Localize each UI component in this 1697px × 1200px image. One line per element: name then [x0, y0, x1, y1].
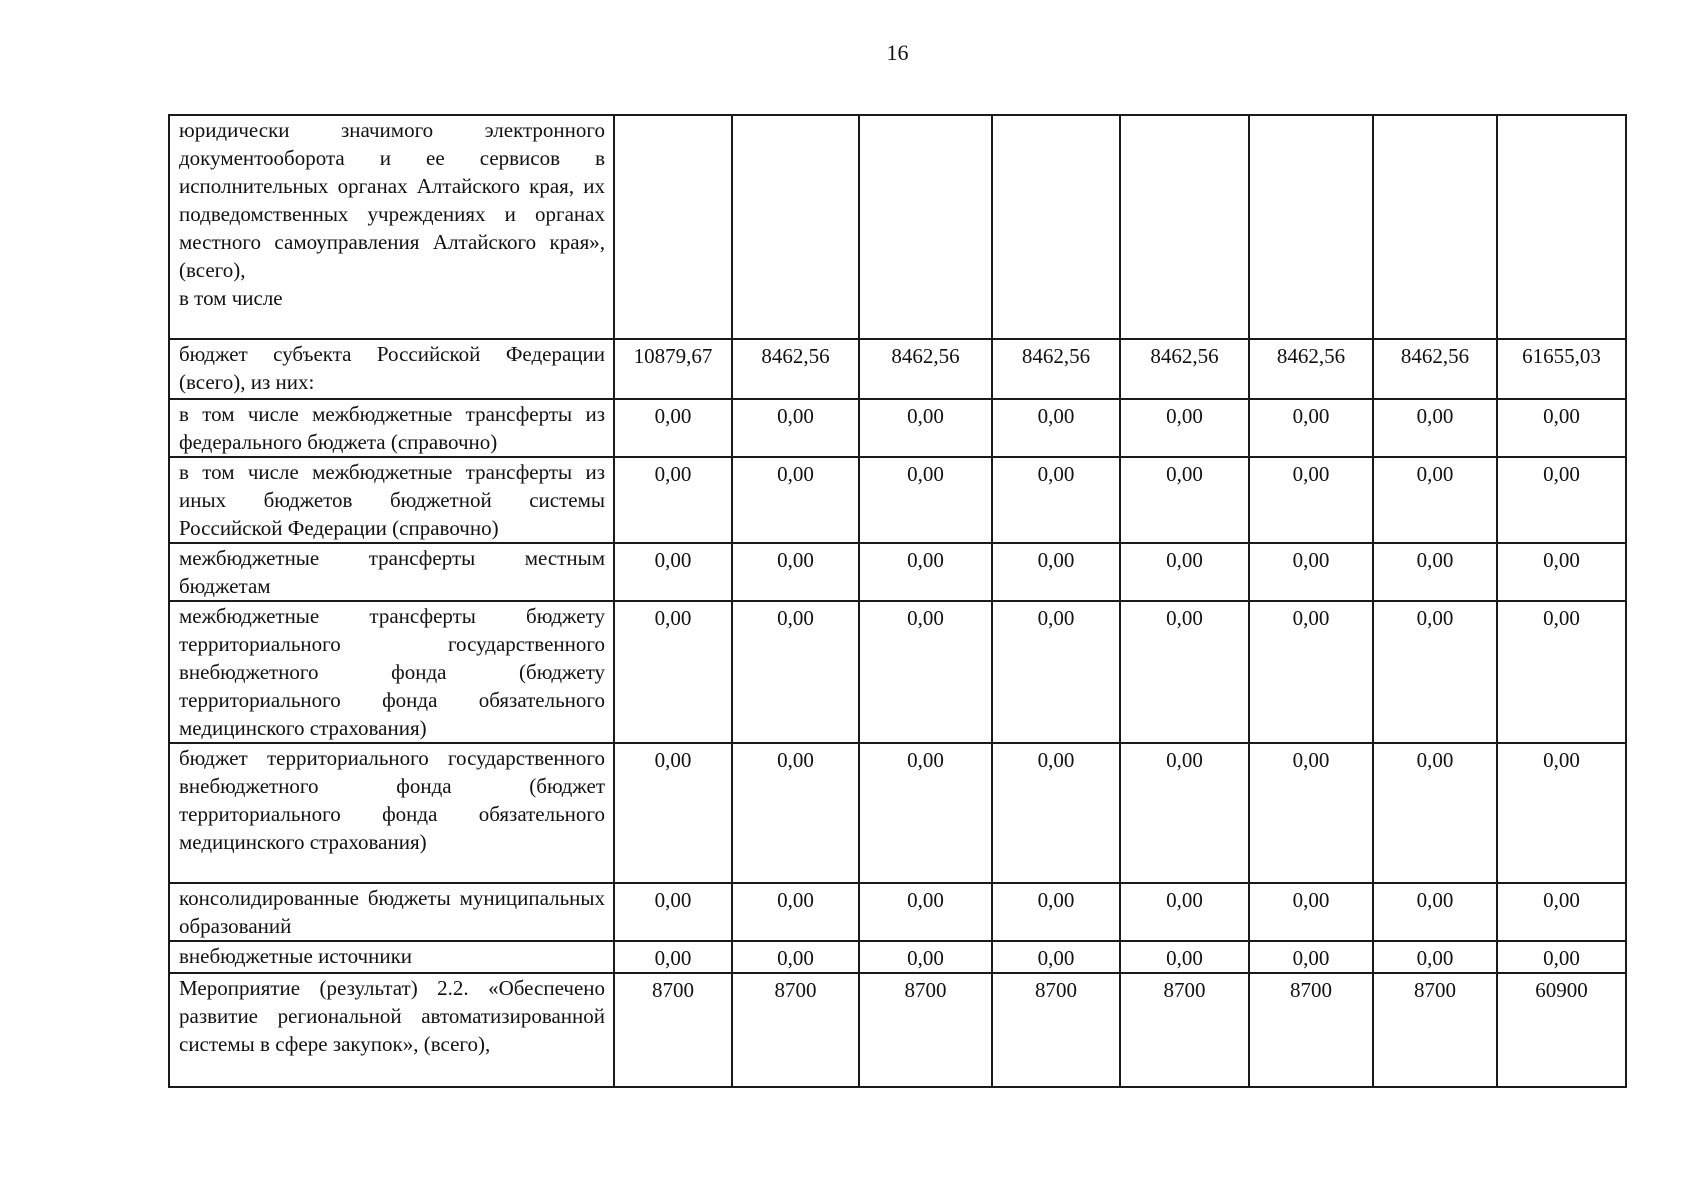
cell-value: 8700 [1414, 978, 1456, 1002]
value-cell [732, 339, 859, 399]
row-label: в том числе межбюджетные трансферты из иных бюджетов бюджетной системы Российской Федерации (справочно) [179, 460, 605, 540]
value-cell [1373, 543, 1497, 601]
cell-value: 0,00 [1292, 462, 1330, 486]
value-cell [1249, 743, 1373, 883]
row-label: в том числе [179, 286, 283, 310]
cell-value: 0,00 [1166, 606, 1203, 630]
cell-value: 0,00 [1543, 606, 1580, 630]
value-cell [614, 973, 732, 1087]
cell-value: 0,00 [1543, 548, 1580, 572]
value-cell [992, 743, 1120, 883]
cell-value: 0,00 [1292, 888, 1330, 912]
table-row [169, 973, 1626, 1087]
cell-value: 8462,56 [1150, 344, 1219, 368]
cell-value: 0,00 [777, 748, 814, 772]
cell-value: 0,00 [1166, 888, 1203, 912]
cell-value: 8462,56 [761, 344, 830, 368]
value-cell [859, 543, 992, 601]
budget-table-body [169, 115, 1626, 1087]
value-cell [614, 457, 732, 543]
row-label: бюджет субъекта Российской Федерации (всего), из них: [179, 342, 605, 394]
value-cell [1120, 973, 1249, 1087]
value-cell [859, 339, 992, 399]
value-cell [1249, 399, 1373, 457]
cell-value: 0,00 [1292, 946, 1330, 970]
cell-value: 0,00 [907, 748, 944, 772]
cell-value: 8700 [1163, 978, 1206, 1002]
cell-value: 8462,56 [1400, 344, 1470, 368]
cell-value: 0,00 [1543, 404, 1580, 428]
cell-value: 0,00 [907, 888, 944, 912]
cell-value: 0,00 [1166, 462, 1203, 486]
value-cell [1249, 601, 1373, 743]
value-cell [992, 601, 1120, 743]
row-label: внебюджетные источники [179, 944, 413, 968]
row-label: юридически значимого электронного документооборота и ее сервисов в исполнительных органах Алтайского края, их подведомственных учреждениях и органах местного самоуправления Алтайского края», (всего), [179, 118, 605, 282]
table-row [169, 115, 1626, 339]
cell-value: 0,00 [1037, 462, 1075, 486]
value-cell [859, 973, 992, 1087]
row-label-cell [169, 883, 614, 941]
cell-value: 0,00 [907, 462, 944, 486]
value-cell [1249, 973, 1373, 1087]
value-cell [1249, 457, 1373, 543]
cell-value: 0,00 [1416, 606, 1454, 630]
value-cell [1249, 543, 1373, 601]
row-label: межбюджетные трансферты бюджету территориального государственного внебюджетного фонда (бюджету территориального фонда обязательного медицинского страхования) [179, 604, 605, 740]
cell-value: 0,00 [1416, 748, 1454, 772]
value-cell [1373, 339, 1497, 399]
value-cell [1497, 973, 1626, 1087]
row-label-cell [169, 601, 614, 743]
value-cell [1497, 883, 1626, 941]
row-label-cell [169, 973, 614, 1087]
cell-value: 8462,56 [1276, 344, 1346, 368]
value-cell [1120, 399, 1249, 457]
cell-value: 60900 [1535, 978, 1588, 1002]
cell-value: 0,00 [777, 606, 814, 630]
value-cell [1497, 941, 1626, 973]
row-label-cell [169, 543, 614, 601]
cell-value: 61655,03 [1522, 344, 1601, 368]
value-cell [1120, 457, 1249, 543]
value-cell [992, 339, 1120, 399]
value-cell [1249, 115, 1373, 339]
value-cell [1497, 543, 1626, 601]
value-cell [732, 115, 859, 339]
value-cell [1120, 543, 1249, 601]
cell-value: 0,00 [1037, 404, 1075, 428]
value-cell [732, 941, 859, 973]
table-row [169, 883, 1626, 941]
budget-table [168, 114, 1627, 1088]
cell-value: 0,00 [654, 748, 692, 772]
cell-value: 0,00 [1416, 548, 1454, 572]
value-cell [1373, 883, 1497, 941]
cell-value: 0,00 [1166, 946, 1203, 970]
cell-value: 0,00 [1543, 748, 1580, 772]
row-label: бюджет территориального государственного внебюджетного фонда (бюджет территориального фонда обязательного медицинского страхования) [179, 746, 605, 854]
cell-value: 0,00 [1543, 462, 1580, 486]
value-cell [992, 457, 1120, 543]
table-row [169, 399, 1626, 457]
cell-value: 10879,67 [633, 344, 713, 368]
value-cell [992, 941, 1120, 973]
cell-value: 0,00 [654, 404, 692, 428]
value-cell [992, 973, 1120, 1087]
value-cell [992, 399, 1120, 457]
cell-value: 0,00 [1166, 748, 1203, 772]
cell-value: 0,00 [777, 548, 814, 572]
value-cell [1249, 883, 1373, 941]
value-cell [859, 883, 992, 941]
cell-value: 8700 [1290, 978, 1332, 1002]
cell-value: 8700 [904, 978, 947, 1002]
cell-value: 0,00 [1416, 404, 1454, 428]
cell-value: 0,00 [907, 548, 944, 572]
value-cell [1373, 457, 1497, 543]
value-cell [1120, 883, 1249, 941]
value-cell [1497, 399, 1626, 457]
table-row [169, 543, 1626, 601]
row-label-cell [169, 339, 614, 399]
row-label-cell [169, 941, 614, 973]
cell-value: 0,00 [1543, 946, 1580, 970]
page-number: 16 [886, 40, 909, 65]
value-cell [1120, 115, 1249, 339]
value-cell [614, 339, 732, 399]
table-row [169, 941, 1626, 973]
row-label: в том числе межбюджетные трансферты из федерального бюджета (справочно) [179, 402, 605, 454]
cell-value: 0,00 [1037, 946, 1075, 970]
row-label: Мероприятие (результат) 2.2. «Обеспечено развитие региональной автоматизированной системы в сфере закупок», (всего), [179, 976, 605, 1056]
cell-value: 0,00 [777, 462, 814, 486]
value-cell [1120, 339, 1249, 399]
value-cell [614, 601, 732, 743]
cell-value: 0,00 [654, 606, 692, 630]
value-cell [1497, 339, 1626, 399]
value-cell [859, 941, 992, 973]
cell-value: 8462,56 [1021, 344, 1091, 368]
value-cell [859, 115, 992, 339]
cell-value: 0,00 [654, 548, 692, 572]
row-label: межбюджетные трансферты местным бюджетам [179, 546, 605, 598]
value-cell [614, 115, 732, 339]
value-cell [732, 457, 859, 543]
cell-value: 0,00 [1166, 548, 1203, 572]
row-label-cell [169, 457, 614, 543]
value-cell [1120, 941, 1249, 973]
cell-value: 0,00 [654, 888, 692, 912]
cell-value: 0,00 [907, 404, 944, 428]
value-cell [992, 115, 1120, 339]
cell-value: 8700 [1035, 978, 1077, 1002]
value-cell [1497, 601, 1626, 743]
cell-value: 0,00 [1292, 748, 1330, 772]
value-cell [1497, 743, 1626, 883]
row-label-cell [169, 115, 614, 339]
cell-value: 0,00 [907, 946, 944, 970]
cell-value: 0,00 [1292, 606, 1330, 630]
cell-value: 0,00 [777, 888, 814, 912]
value-cell [992, 543, 1120, 601]
cell-value: 0,00 [1037, 888, 1075, 912]
cell-value: 0,00 [1037, 548, 1075, 572]
value-cell [1497, 115, 1626, 339]
cell-value: 0,00 [1037, 606, 1075, 630]
table-row [169, 601, 1626, 743]
value-cell [859, 457, 992, 543]
value-cell [732, 543, 859, 601]
table-row [169, 743, 1626, 883]
row-label-cell [169, 399, 614, 457]
cell-value: 0,00 [1416, 462, 1454, 486]
cell-value: 8462,56 [891, 344, 960, 368]
value-cell [1373, 973, 1497, 1087]
value-cell [859, 399, 992, 457]
value-cell [1373, 743, 1497, 883]
cell-value: 0,00 [1037, 748, 1075, 772]
value-cell [732, 883, 859, 941]
row-label: консолидированные бюджеты муниципальных образований [179, 886, 605, 938]
row-label-cell [169, 743, 614, 883]
value-cell [1373, 601, 1497, 743]
value-cell [732, 601, 859, 743]
cell-value: 8700 [652, 978, 694, 1002]
value-cell [614, 941, 732, 973]
cell-value: 0,00 [1543, 888, 1580, 912]
cell-value: 0,00 [777, 404, 814, 428]
value-cell [614, 399, 732, 457]
value-cell [614, 743, 732, 883]
cell-value: 0,00 [1292, 404, 1330, 428]
cell-value: 0,00 [654, 462, 692, 486]
cell-value: 8700 [774, 978, 817, 1002]
value-cell [732, 399, 859, 457]
value-cell [614, 883, 732, 941]
value-cell [859, 601, 992, 743]
cell-value: 0,00 [907, 606, 944, 630]
value-cell [614, 543, 732, 601]
cell-value: 0,00 [654, 946, 692, 970]
value-cell [1120, 601, 1249, 743]
value-cell [1249, 941, 1373, 973]
value-cell [1249, 339, 1373, 399]
value-cell [732, 743, 859, 883]
cell-value: 0,00 [1416, 946, 1454, 970]
value-cell [992, 883, 1120, 941]
value-cell [1373, 399, 1497, 457]
cell-value: 0,00 [777, 946, 814, 970]
value-cell [1497, 457, 1626, 543]
table-row [169, 457, 1626, 543]
value-cell [859, 743, 992, 883]
cell-value: 0,00 [1166, 404, 1203, 428]
value-cell [1373, 941, 1497, 973]
value-cell [1373, 115, 1497, 339]
table-row [169, 339, 1626, 399]
cell-value: 0,00 [1416, 888, 1454, 912]
cell-value: 0,00 [1292, 548, 1330, 572]
value-cell [732, 973, 859, 1087]
value-cell [1120, 743, 1249, 883]
